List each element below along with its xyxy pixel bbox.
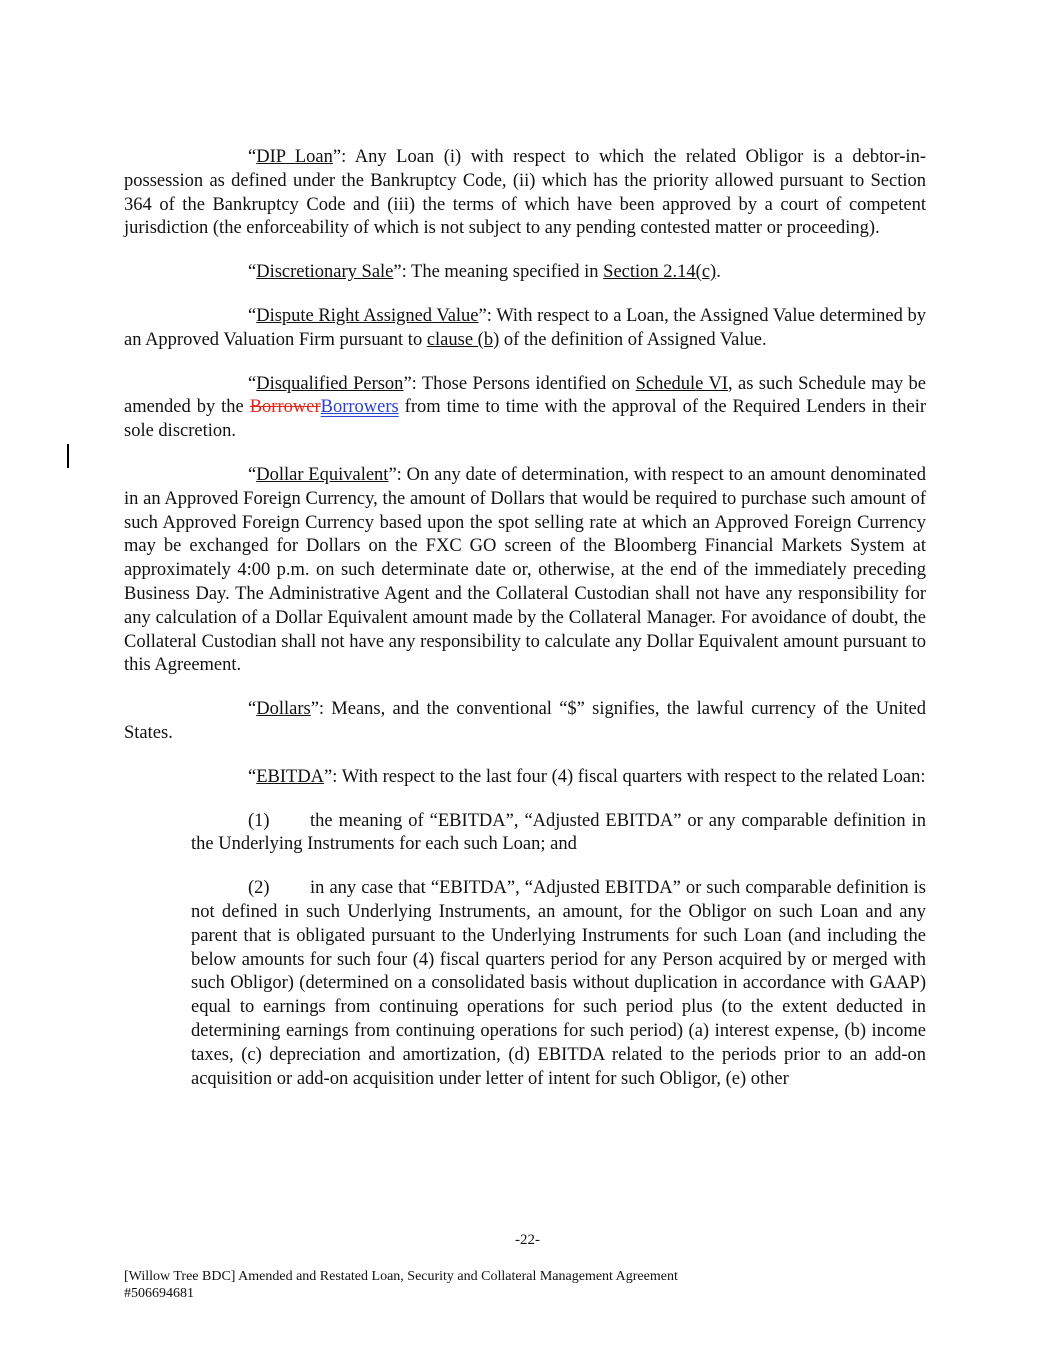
definition-dip-loan: “DIP Loan”: Any Loan (i) with respect to which the related Obligor is a debtor-in-possession as defined under the Bankruptcy Code, (ii) which has the priority allowed pursuant to Section 364 of the Bankruptcy Code and (iii) the terms of which have been approved by a court of competent jurisdiction (the enforceability of which is not subject to any pending contested matter or proceeding). — [124, 147, 926, 239]
definition-ebitda: “EBITDA”: With respect to the last four (4) fiscal quarters with respect to the related Loan: — [248, 766, 926, 787]
ebitda-clause-1: (1) the meaning of “EBITDA”, “Adjusted EBITDA” or any comparable definition in the Underlying Instruments for each such Loan; and — [191, 810, 926, 855]
definition-dollars: “Dollars”: Means, and the conventional “$” signifies, the lawful currency of the United States. — [124, 699, 926, 743]
definition-discretionary-sale: “Discretionary Sale”: The meaning specified in Section 2.14(c). — [248, 262, 721, 283]
section-reference: Section 2.14(c) — [603, 262, 717, 283]
defined-term-ebitda: EBITDA — [256, 766, 325, 787]
clause-number: (2) — [248, 878, 270, 899]
defined-term-discretionary-sale: Discretionary Sale — [256, 262, 394, 283]
defined-term-dispute-right-assigned-value: Dispute Right Assigned Value — [256, 305, 479, 326]
defined-term-disqualified-person: Disqualified Person — [256, 373, 404, 394]
clause-number: (1) — [248, 810, 270, 831]
defined-term-dollar-equivalent: Dollar Equivalent — [256, 464, 389, 485]
footer-title: [Willow Tree BDC] Amended and Restated Loan, Security and Collateral Management Agreement — [124, 1269, 678, 1284]
tracked-deletion: Borrower — [249, 397, 321, 418]
definition-disqualified-person: “Disqualified Person”: Those Persons identified on Schedule VI, as such Schedule may be amended by the BorrowerBorrowers from time to time with the approval of the Required Lenders in their sole discretion. — [124, 373, 927, 442]
clause-reference: clause (b) — [426, 329, 500, 350]
schedule-reference: Schedule VI — [635, 373, 728, 394]
definition-dispute-right-assigned-value: “Dispute Right Assigned Value”: With respect to a Loan, the Assigned Value determined by an Approved Valuation Firm pursuant to clause (b) of the definition of Assigned Value. — [124, 305, 926, 350]
defined-term-dollars: Dollars — [256, 699, 311, 720]
definition-dollar-equivalent: “Dollar Equivalent”: On any date of determination, with respect to an amount denominated in an Approved Foreign Currency, the amount of Dollars that would be required to purchase such amount of such Approved Foreign Currency based upon the spot selling rate at which an Approved Foreign Currency may be exchanged for Dollars on the FXC GO screen of the Bloomberg Financial Markets System at approximately 4:00 p.m. on such determinate date or, otherwise, at the end of the immediately preceding Business Day. The Administrative Agent and the Collateral Custodian shall not have any responsibility for any calculation of a Dollar Equivalent amount made by the Collateral Manager. For avoidance of doubt, the Collateral Custodian shall not have any responsibility to calculate any Dollar Equivalent amount pursuant to this Agreement. — [124, 464, 926, 676]
tracked-insertion: Borrowers — [320, 397, 399, 418]
footer-doc-id: #506694681 — [124, 1286, 194, 1301]
document-body — [124, 146, 926, 1111]
ebitda-clause-2: (2) in any case that “EBITDA”, “Adjusted EBITDA” or such comparable definition is not defined in such Underlying Instruments, an amount, for the Obligor on such Loan and any parent that is obligated pursuant to the Underlying Instruments for such Loan (and including the below amounts for such four (4) fiscal quarters period for any Person acquired by or merged with such Obligor) (determined on a consolidated basis without duplication in accordance with GAAP) equal to earnings from continuing operations for such period plus (to the extent deducted in determining earnings from continuing operations for such period) (a) interest expense, (b) income taxes, (c) depreciation and amortization, (d) EBITDA related to the periods prior to an add-on acquisition or add-on acquisition under letter of intent for such Obligor, (e) other — [191, 878, 926, 1089]
revision-change-bar — [67, 444, 69, 468]
defined-term-dip-loan: DIP Loan — [256, 147, 333, 167]
page-number: -22- — [515, 1232, 540, 1248]
document-footer — [124, 1268, 678, 1302]
